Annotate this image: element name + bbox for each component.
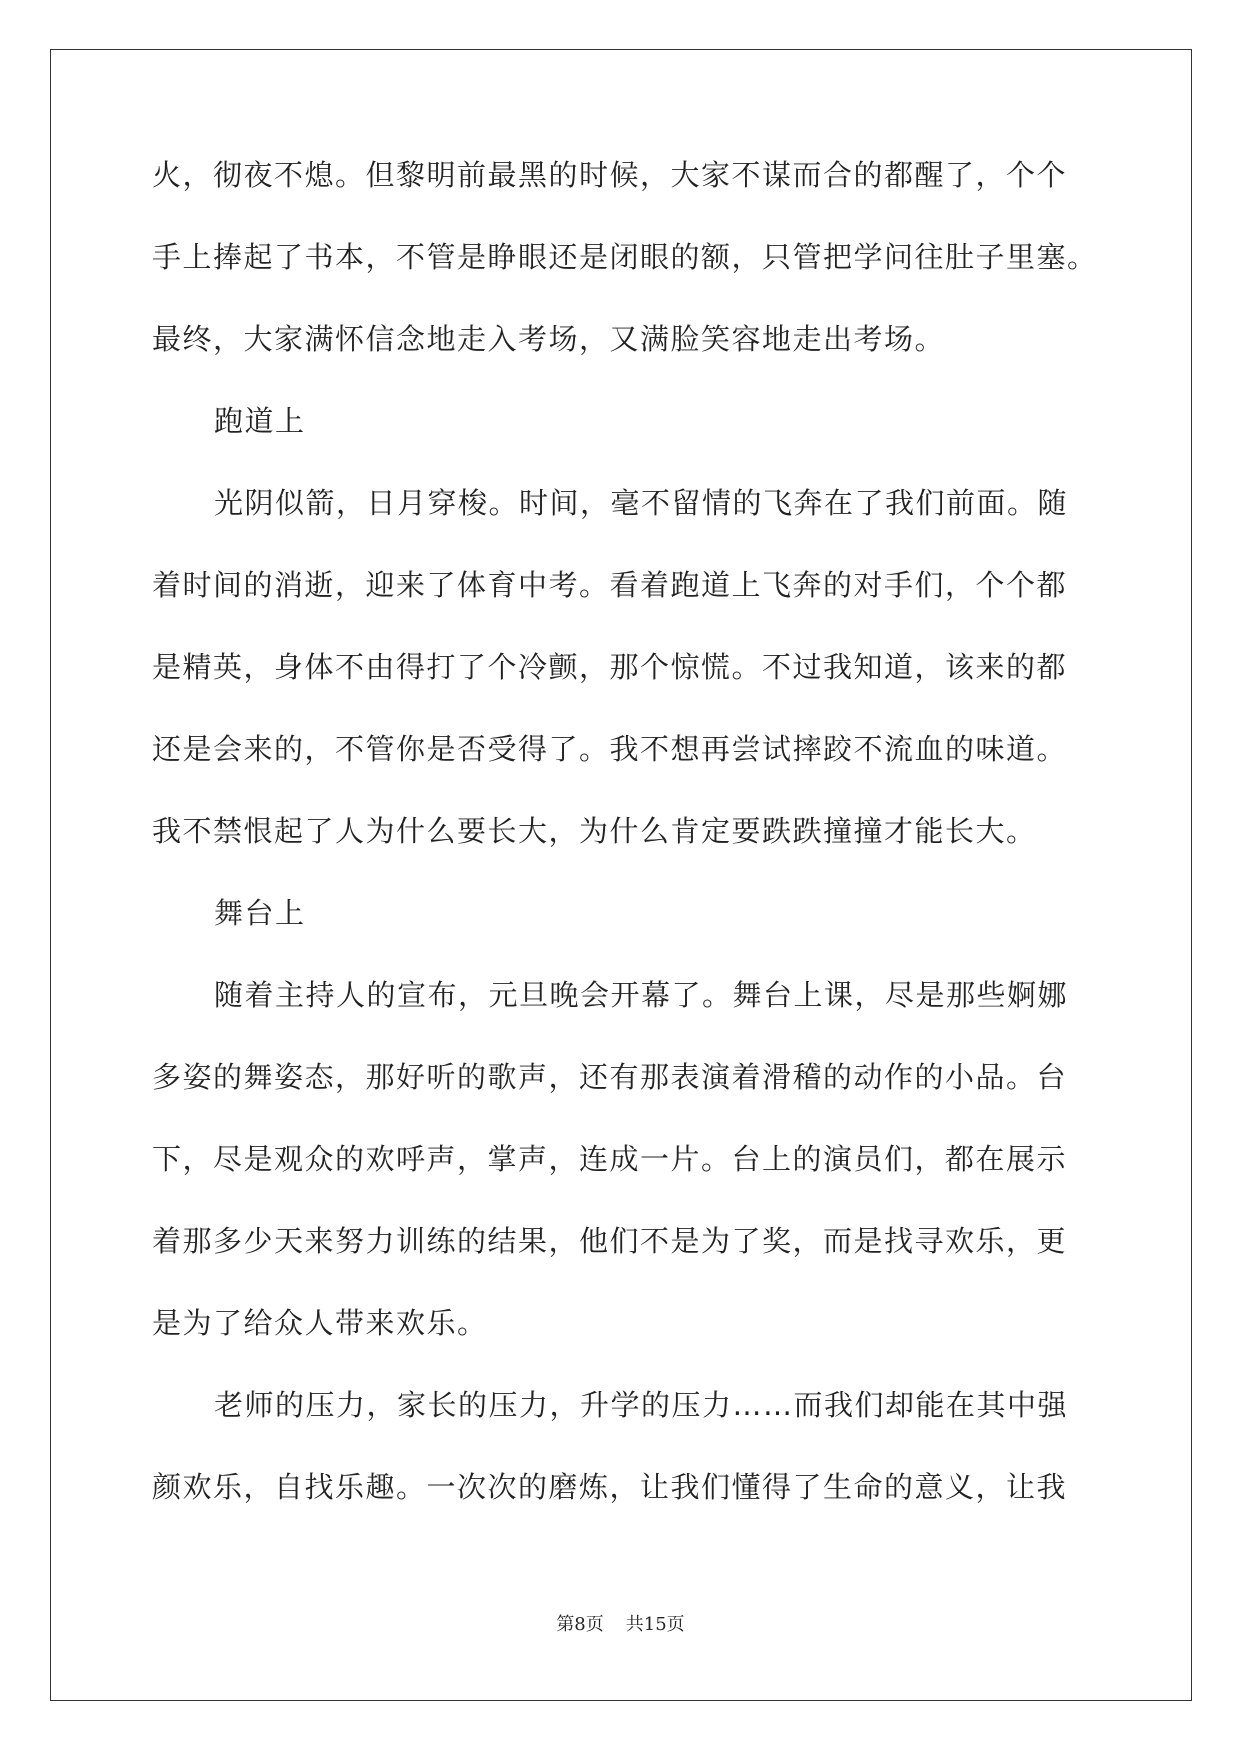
text-line: 着时间的消逝，迎来了体育中考。看着跑道上飞奔的对手们，个个都 [152, 568, 1068, 602]
page-number: 第8页 [556, 1614, 604, 1635]
text-line: 还是会来的，不管你是否受得了。我不想再尝试摔跤不流血的味道。 [152, 732, 1068, 766]
text-line: 我不禁恨起了人为什么要长大，为什么肯定要跌跌撞撞才能长大。 [152, 814, 1037, 848]
text-line: 多姿的舞姿态，那好听的歌声，还有那表演着滑稽的动作的小品。台 [152, 1060, 1068, 1094]
section-heading-track: 跑道上 [214, 404, 306, 438]
page-total: 共15页 [625, 1614, 685, 1635]
text-line: 火，彻夜不熄。但黎明前最黑的时候，大家不谋而合的都醒了，个个 [152, 158, 1068, 192]
section-heading-stage: 舞台上 [214, 896, 306, 930]
text-line: 是精英，身体不由得打了个冷颤，那个惊慌。不过我知道，该来的都 [152, 650, 1068, 684]
document-body [152, 158, 1098, 1552]
text-line: 随着主持人的宣布，元旦晚会开幕了。舞台上课，尽是那些婀娜 [214, 978, 1069, 1012]
text-line: 着那多少天来努力训练的结果，他们不是为了奖，而是找寻欢乐，更 [152, 1224, 1068, 1258]
page-footer [0, 1610, 1241, 1636]
text-line: 颜欢乐，自找乐趣。一次次的磨炼，让我们懂得了生命的意义，让我 [152, 1470, 1068, 1504]
text-line: 下，尽是观众的欢呼声，掌声，连成一片。台上的演员们，都在展示 [152, 1142, 1068, 1176]
text-line: 最终，大家满怀信念地走入考场，又满脸笑容地走出考场。 [152, 322, 946, 356]
text-line: 手上捧起了书本，不管是睁眼还是闭眼的额，只管把学问往肚子里塞。 [152, 240, 1098, 274]
text-line: 老师的压力，家长的压力，升学的压力……而我们却能在其中强 [214, 1388, 1069, 1422]
text-line: 光阴似箭，日月穿梭。时间，毫不留情的飞奔在了我们前面。随 [214, 486, 1069, 520]
text-line: 是为了给众人带来欢乐。 [152, 1306, 488, 1340]
